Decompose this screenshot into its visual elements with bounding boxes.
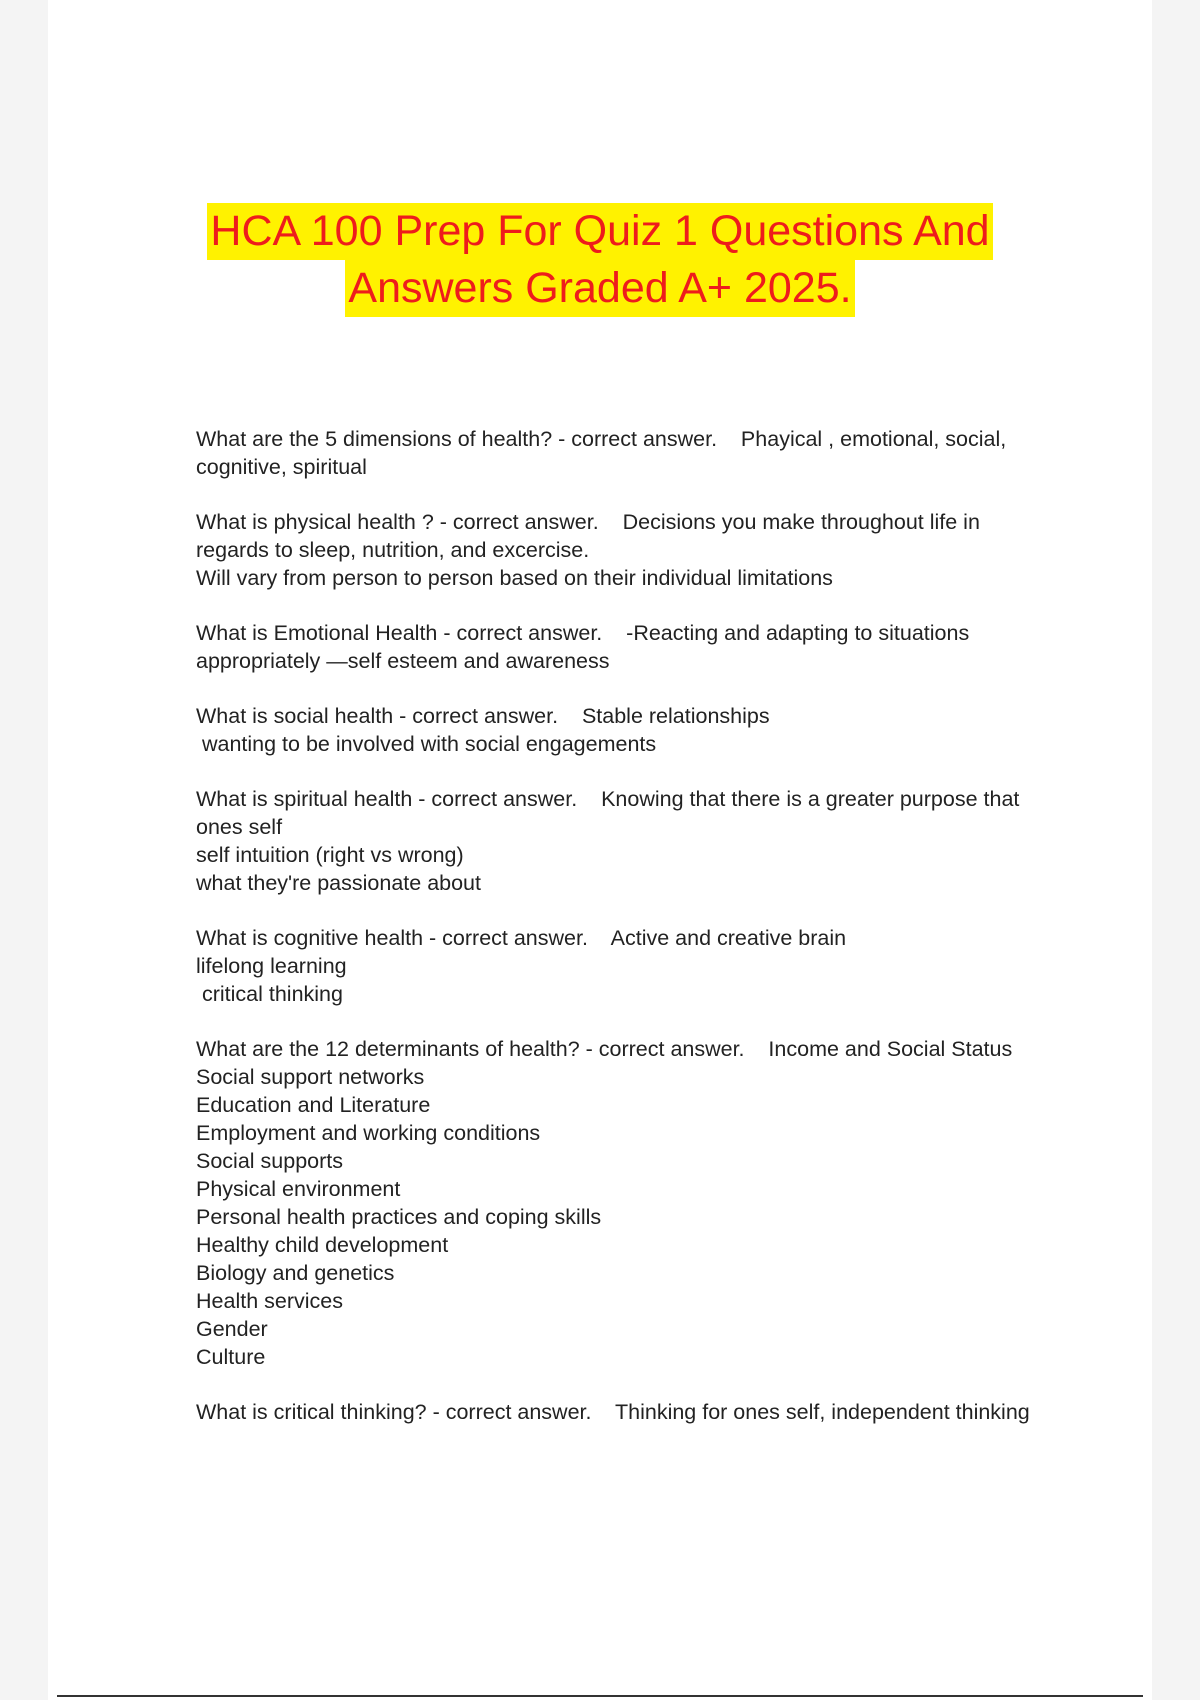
qa-line: What are the 12 determinants of health? - correct answer. Income and Social Status (196, 1037, 1013, 1061)
document-page (48, 0, 1152, 1700)
qa-list (196, 425, 1156, 1453)
qa-line: Biology and genetics (196, 1261, 395, 1285)
qa-item-cognitive-health (196, 924, 1156, 1008)
qa-line: Social support networks (196, 1065, 425, 1089)
qa-item-physical-health (196, 508, 1156, 592)
qa-line: regards to sleep, nutrition, and excercise. (196, 538, 590, 562)
qa-line: What is Emotional Health - correct answer. -Reacting and adapting to situations (196, 621, 970, 645)
qa-line: What are the 5 dimensions of health? - correct answer. Phayical , emotional, social, (196, 427, 1007, 451)
qa-line: What is social health - correct answer. Stable relationships (196, 704, 770, 728)
qa-line: cognitive, spiritual (196, 455, 367, 479)
qa-line: What is physical health ? - correct answer. Decisions you make throughout life in (196, 510, 980, 534)
title-line-2: Answers Graded A+ 2025. (345, 260, 854, 317)
qa-line: self intuition (right vs wrong) (196, 843, 464, 867)
qa-item-dimensions (196, 425, 1156, 481)
qa-line: Employment and working conditions (196, 1121, 541, 1145)
qa-line: Education and Literature (196, 1093, 431, 1117)
qa-line: Personal health practices and coping skills (196, 1205, 602, 1229)
qa-line: Healthy child development (196, 1233, 449, 1257)
qa-line: Gender (196, 1317, 268, 1341)
qa-line: What is spiritual health - correct answer. Knowing that there is a greater purpose that (196, 787, 1020, 811)
qa-item-spiritual-health (196, 785, 1156, 897)
qa-line: What is cognitive health - correct answer. Active and creative brain (196, 926, 847, 950)
qa-line: Culture (196, 1345, 266, 1369)
qa-line: What is critical thinking? - correct answer. Thinking for ones self, independent thinking (196, 1400, 1030, 1424)
qa-item-emotional-health (196, 619, 1156, 675)
qa-line: Will vary from person to person based on their individual limitations (196, 566, 833, 590)
qa-line: Health services (196, 1289, 343, 1313)
qa-line: ones self (196, 815, 283, 839)
document-title (48, 203, 1152, 317)
qa-line: Physical environment (196, 1177, 401, 1201)
footer-divider (57, 1695, 1143, 1697)
qa-line: critical thinking (196, 982, 343, 1006)
title-line-1: HCA 100 Prep For Quiz 1 Questions And (207, 203, 992, 260)
qa-item-social-health (196, 702, 1156, 758)
qa-item-critical-thinking (196, 1398, 1156, 1426)
qa-line: lifelong learning (196, 954, 347, 978)
qa-line: Social supports (196, 1149, 343, 1173)
qa-line: appropriately —self esteem and awareness (196, 649, 610, 673)
qa-line: wanting to be involved with social engagements (196, 732, 657, 756)
qa-item-determinants (196, 1035, 1156, 1371)
qa-line: what they're passionate about (196, 871, 481, 895)
